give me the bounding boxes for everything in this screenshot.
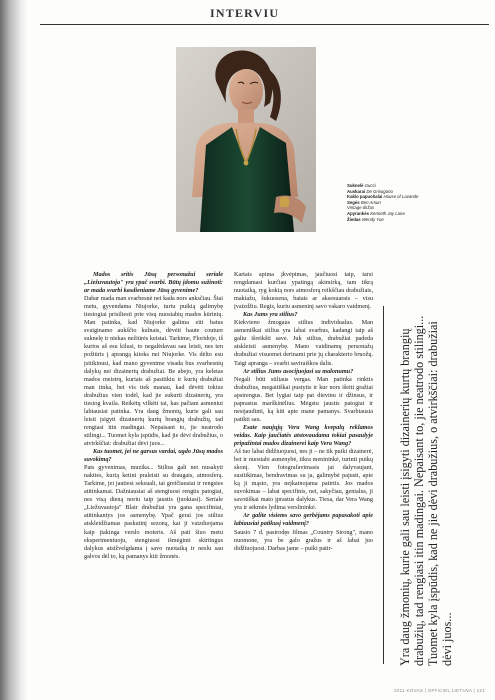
page-footer: 2011 KOVAS | OFFICIEL LIETUVA | 121 [394, 688, 485, 693]
section-title: INTERVIU [210, 6, 280, 20]
credit-label: Kaklo papuošalai [347, 194, 383, 200]
spine-shadow [0, 0, 28, 700]
credit-value: De Grisogono [366, 188, 393, 194]
credit-value: Wendy Yue [361, 216, 384, 222]
article-column-middle [234, 271, 373, 553]
interview-answer: Negali būti stiliaus vergas. Man patinka rinktis drabužius, megaitiškai pustytis ir kur nors išeiti gražiai apsirengus. Bet lygiai taip pat dievinu ir džinsus, ir paprastus marškinėlius. Mėgstu jaustis patogiai ir nesijaudinti, ką kiti apie mane pamanys. Svarbiausia patikti sau. [234, 375, 373, 423]
interview-question: Kas tuomet, jei ne garsus vardai, ugdo Jūsų mados suvokimą? [84, 448, 223, 464]
portrait-photo [176, 47, 316, 232]
interview-answer: Sausio 7 d. pasirodęs filmas „Country Strong", mano nuomone, yra be galo gražus ir aš labai juo didžiuojuosi. Darbas jame – puiki patir- [234, 528, 373, 552]
interview-answer: Kartais apima įkvėpimas, jaučiuosi taip, tarsi rengdamasi kurčiau ypatingą akimirką, tam tikrą nuotaiką, ryg kokią nors atmosferą reikščiau drabužiais, makiažu, šukuosena, batais ar aksesuarais – visu įvaizdžiu. Regis, kuriu asmeninį savo vakaro vaidmenį. [234, 271, 373, 311]
article-column-left [84, 271, 223, 561]
interview-question: Ar stilius Jums asocijuojasi su malonumu? [243, 367, 354, 375]
interview-answer: Aš tuo labai didžiuojuosi, nes ji – ne tik puiki dizainerė, bet ir nuostabi asmenybė, tikra menininkė, turinti puikų skonį. Vien fotografavimasis jai dalyvaujant, susitikimas, bendravimas su ja, galimybė pajusti, apie ką ji mąsto, yra neįkainojama patirtis. Jos mados suvokimas – labai specifinis, net, sakyčiau, genialus, ji savotiškai mato įprastus dalykus. Tiesa, dar Vera Wang yra ir sėkmės lydima verslininkė. [234, 448, 373, 512]
pullquote-rule [383, 306, 384, 664]
credit-value: Vintage diržas [347, 205, 375, 211]
pullquote-text: Yra daug žmonių, kurie gali sau leisti įsigyti dizainerių kurtų brangių drabužių, tad rengiasi itin madingai. Nepaisant to, jie neatrodo stilingi... Tuomet kyla įspūdis, kad ne jie dėvi drabužius, o atvirkščiai: drabužiai dėvi juos... [398, 315, 454, 666]
credit-label: Segės [347, 199, 360, 205]
credit-label: Apyrankės [347, 210, 369, 216]
fashion-credits [347, 183, 427, 222]
credit-value: Ben Amun [360, 199, 381, 205]
interview-question: Esate naujųjų Vera Wang kvepalų reklamos veidas. Kaip jaučiatės atstovaudama tokiai pasaulyje pripažintai mados dizainerei kaip Vera Wang? [234, 423, 373, 447]
credit-value: House of Lavande [383, 194, 419, 200]
credit-value: Gucci [364, 183, 376, 188]
interview-answer: Pats gyvenimas, muzika... Stilius gali net nusakyti nakties, kurią ketini praleisti su draugais, atmosferą. Tarkime, jei jautiesi seksuali, tai greičiausiai ir rengsies atitinkamai. Dažniausiai aš stengiuosi rengtis patogiai, nes visą dieną noriu taip jaustis (juokiasi). Seriale „Liežuvautoja" Blair drabužiai yra gana specifiniai, atitinkantys jos asmenybę. Ypač gerai jos stilius atskleidžiamas paskutinį sezoną, kai ji vaizduojama kaip įtakinga verslo moteris. Aš pati šiuo metu eksperimentuoju, stengiuosi išmėginti skirtingus dalykus atsižvelgdama į savo nuotaiką ir neslu sau galvos dėl to, ką pamanys kiti žmonės. [84, 464, 223, 560]
credit-label: Auskarai [347, 188, 366, 194]
interview-question: Ar galite visiems savo gerbėjams papasakoti apie labiausiai patikusį vaidmenį? [234, 512, 373, 528]
credit-label: Suknelė [347, 183, 364, 188]
interview-question: Mados sritis Jūsų personažui seriale „Liežuvautoja" yra ypač svarbi. Būtų įdomu sužinoti: ar mada svarbi kasdieniame Jūsų gyvenime? [84, 271, 223, 295]
header-rule [40, 24, 489, 25]
interview-answer: Dabar mada man svarbesnė nei kada nors anksčiau. Štai metu, gyvendama Niujorke, turiu puikią galimybę tiesiogiai prisiliesti prie visų nuostabių mados kūrinių. Man patinka, kad Niujorke galima eiti batus svaiginamo aukščio kulnais, dėvėti haute couture suknelę ir niekas nežiūrės keistai. Tarkime, Floridoje, iš kurios aš esu kilusi, to negalėdavau sau leisti, nes ten požiūris į aprangą kitoks nei Niujorke. Vis dėlto esu įsitikinusi, kad mano gyvenime visada bus svarbesnių dalykų nei dizainerių drabužiai. Be abejo, yra keletas mados meistrų, kuriais aš pasitikiu ir kurių drabužiai man tinka, bet vis tiek manau, kad dėvėti tokius drabužius vien todėl, kad jie sukurti dizainerių, yra tiesiog kvaila. Reikėtų vilkėti tai, kas pačiam asmeniui labiausiai patinka. Yra daug žmonių, kurie gali sau leisti įsigyti dizainerių kurtų brangių drabužių, tad rengiasi itin madingai. Nepaisant to, jie neatrodo stilingi... Tuomet kyla įspūdis, kad jie dėvi drabužius, o atvirkščiai: drabužiai dėvi juos... [84, 295, 223, 447]
interview-answer: Kiekvieno žmogaus stilius individualus. Man asmeniškai stilius yra labai svarbus, kadangi taip aš galiu išreikšti save. Juk stilius, drabužiai padeda atskleisti asmenybę. Mano vaidinamų personažų drabužiai visuomet derinami prie jų charakterio bruožų. Taigi apranga – svarbi saviraiškos dalis. [234, 319, 373, 367]
pullquote [398, 306, 478, 666]
credit-label: Žiedas [347, 216, 361, 222]
credit-value: Kenneth Jay Lane [370, 210, 405, 216]
interview-question: Kas Jums yra stilius? [243, 311, 298, 319]
credit-row [347, 217, 427, 223]
